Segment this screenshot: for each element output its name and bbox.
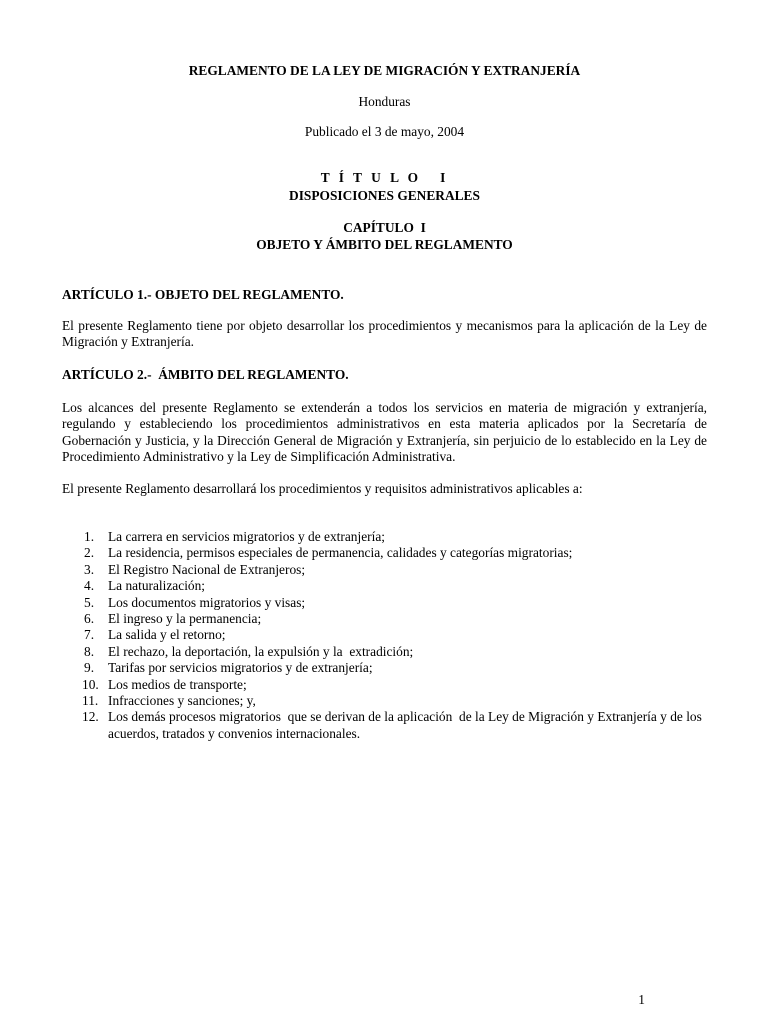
document-page: [62, 0, 707, 1024]
list-item-text: Tarifas por servicios migratorios y de extranjería;: [108, 660, 373, 676]
list-item: [62, 578, 707, 594]
list-item: [62, 644, 707, 660]
list-item: [62, 693, 707, 709]
list-item-text: El ingreso y la permanencia;: [108, 611, 262, 627]
list-item-text: Los documentos migratorios y visas;: [108, 594, 306, 610]
article-2-paragraph-1: Los alcances del presente Reglamento se extenderán a todos los servicios en materia de migración y extranjería, regulando y estableciendo los procedimientos administrativos en esta materia aplicados por la Secretaría de Gobernación y Justicia, y la Dirección General de Migración y Extranjería, sin perjuicio de lo establecido en la Ley de Procedimiento Administrativo y la Ley de Simplificación Administrativa.: [62, 400, 707, 465]
list-item-number: 1.: [84, 529, 95, 544]
list-item-number: 11.: [82, 693, 99, 709]
list-item-text: La carrera en servicios migratorios y de extranjería;: [108, 529, 385, 544]
publication-date: Publicado el 3 de mayo, 2004: [304, 124, 465, 139]
title-label: T Í T U L O I: [320, 170, 449, 185]
list-item-text: El Registro Nacional de Extranjeros;: [108, 561, 306, 577]
list-item: [62, 529, 707, 545]
article-1-paragraph: El presente Reglamento tiene por objeto desarrollar los procedimientos y mecanismos para la aplicación de la Ley de Migración y Extranjería.: [62, 318, 707, 350]
list-item-number: 9.: [84, 660, 95, 676]
list-item-text: La residencia, permisos especiales de permanencia, calidades y categorías migratorias;: [108, 545, 573, 561]
country-line: Honduras: [358, 94, 411, 109]
list-item: [62, 677, 707, 693]
list-item-number: 10.: [82, 676, 99, 692]
scope-list: [62, 529, 707, 742]
list-item-text: La naturalización;: [108, 578, 206, 594]
document-title: REGLAMENTO DE LA LEY DE MIGRACIÓN Y EXTRANJERÍA: [188, 63, 581, 78]
list-item-number: 7.: [84, 627, 95, 643]
list-item-number: 4.: [84, 578, 95, 594]
list-item: [62, 595, 707, 611]
chapter-name: OBJETO Y ÁMBITO DEL REGLAMENTO: [256, 237, 513, 252]
list-item-text: Infracciones y sanciones; y,: [108, 693, 256, 709]
list-item-text: Los demás procesos migratorios que se derivan de la aplicación de la Ley de Migración y Extranjería y de los acuerdos, tratados y convenios internacionales.: [108, 709, 706, 741]
list-item-number: 5.: [84, 594, 95, 610]
chapter-label: CAPÍTULO I: [343, 220, 426, 235]
list-item: [62, 562, 707, 578]
list-item-number: 3.: [84, 561, 95, 577]
list-item-text: La salida y el retorno;: [108, 627, 226, 643]
list-item-number: 12.: [82, 709, 99, 725]
list-item-text: Los medios de transporte;: [108, 676, 247, 692]
list-item: [62, 611, 707, 627]
list-item-text: El rechazo, la deportación, la expulsión y la extradición;: [108, 643, 414, 659]
list-item-number: 6.: [84, 611, 95, 627]
page-number: 1: [638, 992, 645, 1007]
list-item-number: 2.: [84, 545, 95, 561]
list-item: [62, 627, 707, 643]
list-item-number: 8.: [84, 643, 95, 659]
article-2-heading: ARTÍCULO 2.- ÁMBITO DEL REGLAMENTO.: [62, 367, 349, 382]
list-item: [62, 660, 707, 676]
title-name: DISPOSICIONES GENERALES: [289, 188, 480, 203]
article-1-heading: ARTÍCULO 1.- OBJETO DEL REGLAMENTO.: [62, 287, 344, 302]
list-item: [62, 545, 707, 561]
list-item: [62, 709, 707, 742]
article-2-paragraph-2: El presente Reglamento desarrollará los procedimientos y requisitos administrativos aplicables a:: [62, 481, 583, 496]
